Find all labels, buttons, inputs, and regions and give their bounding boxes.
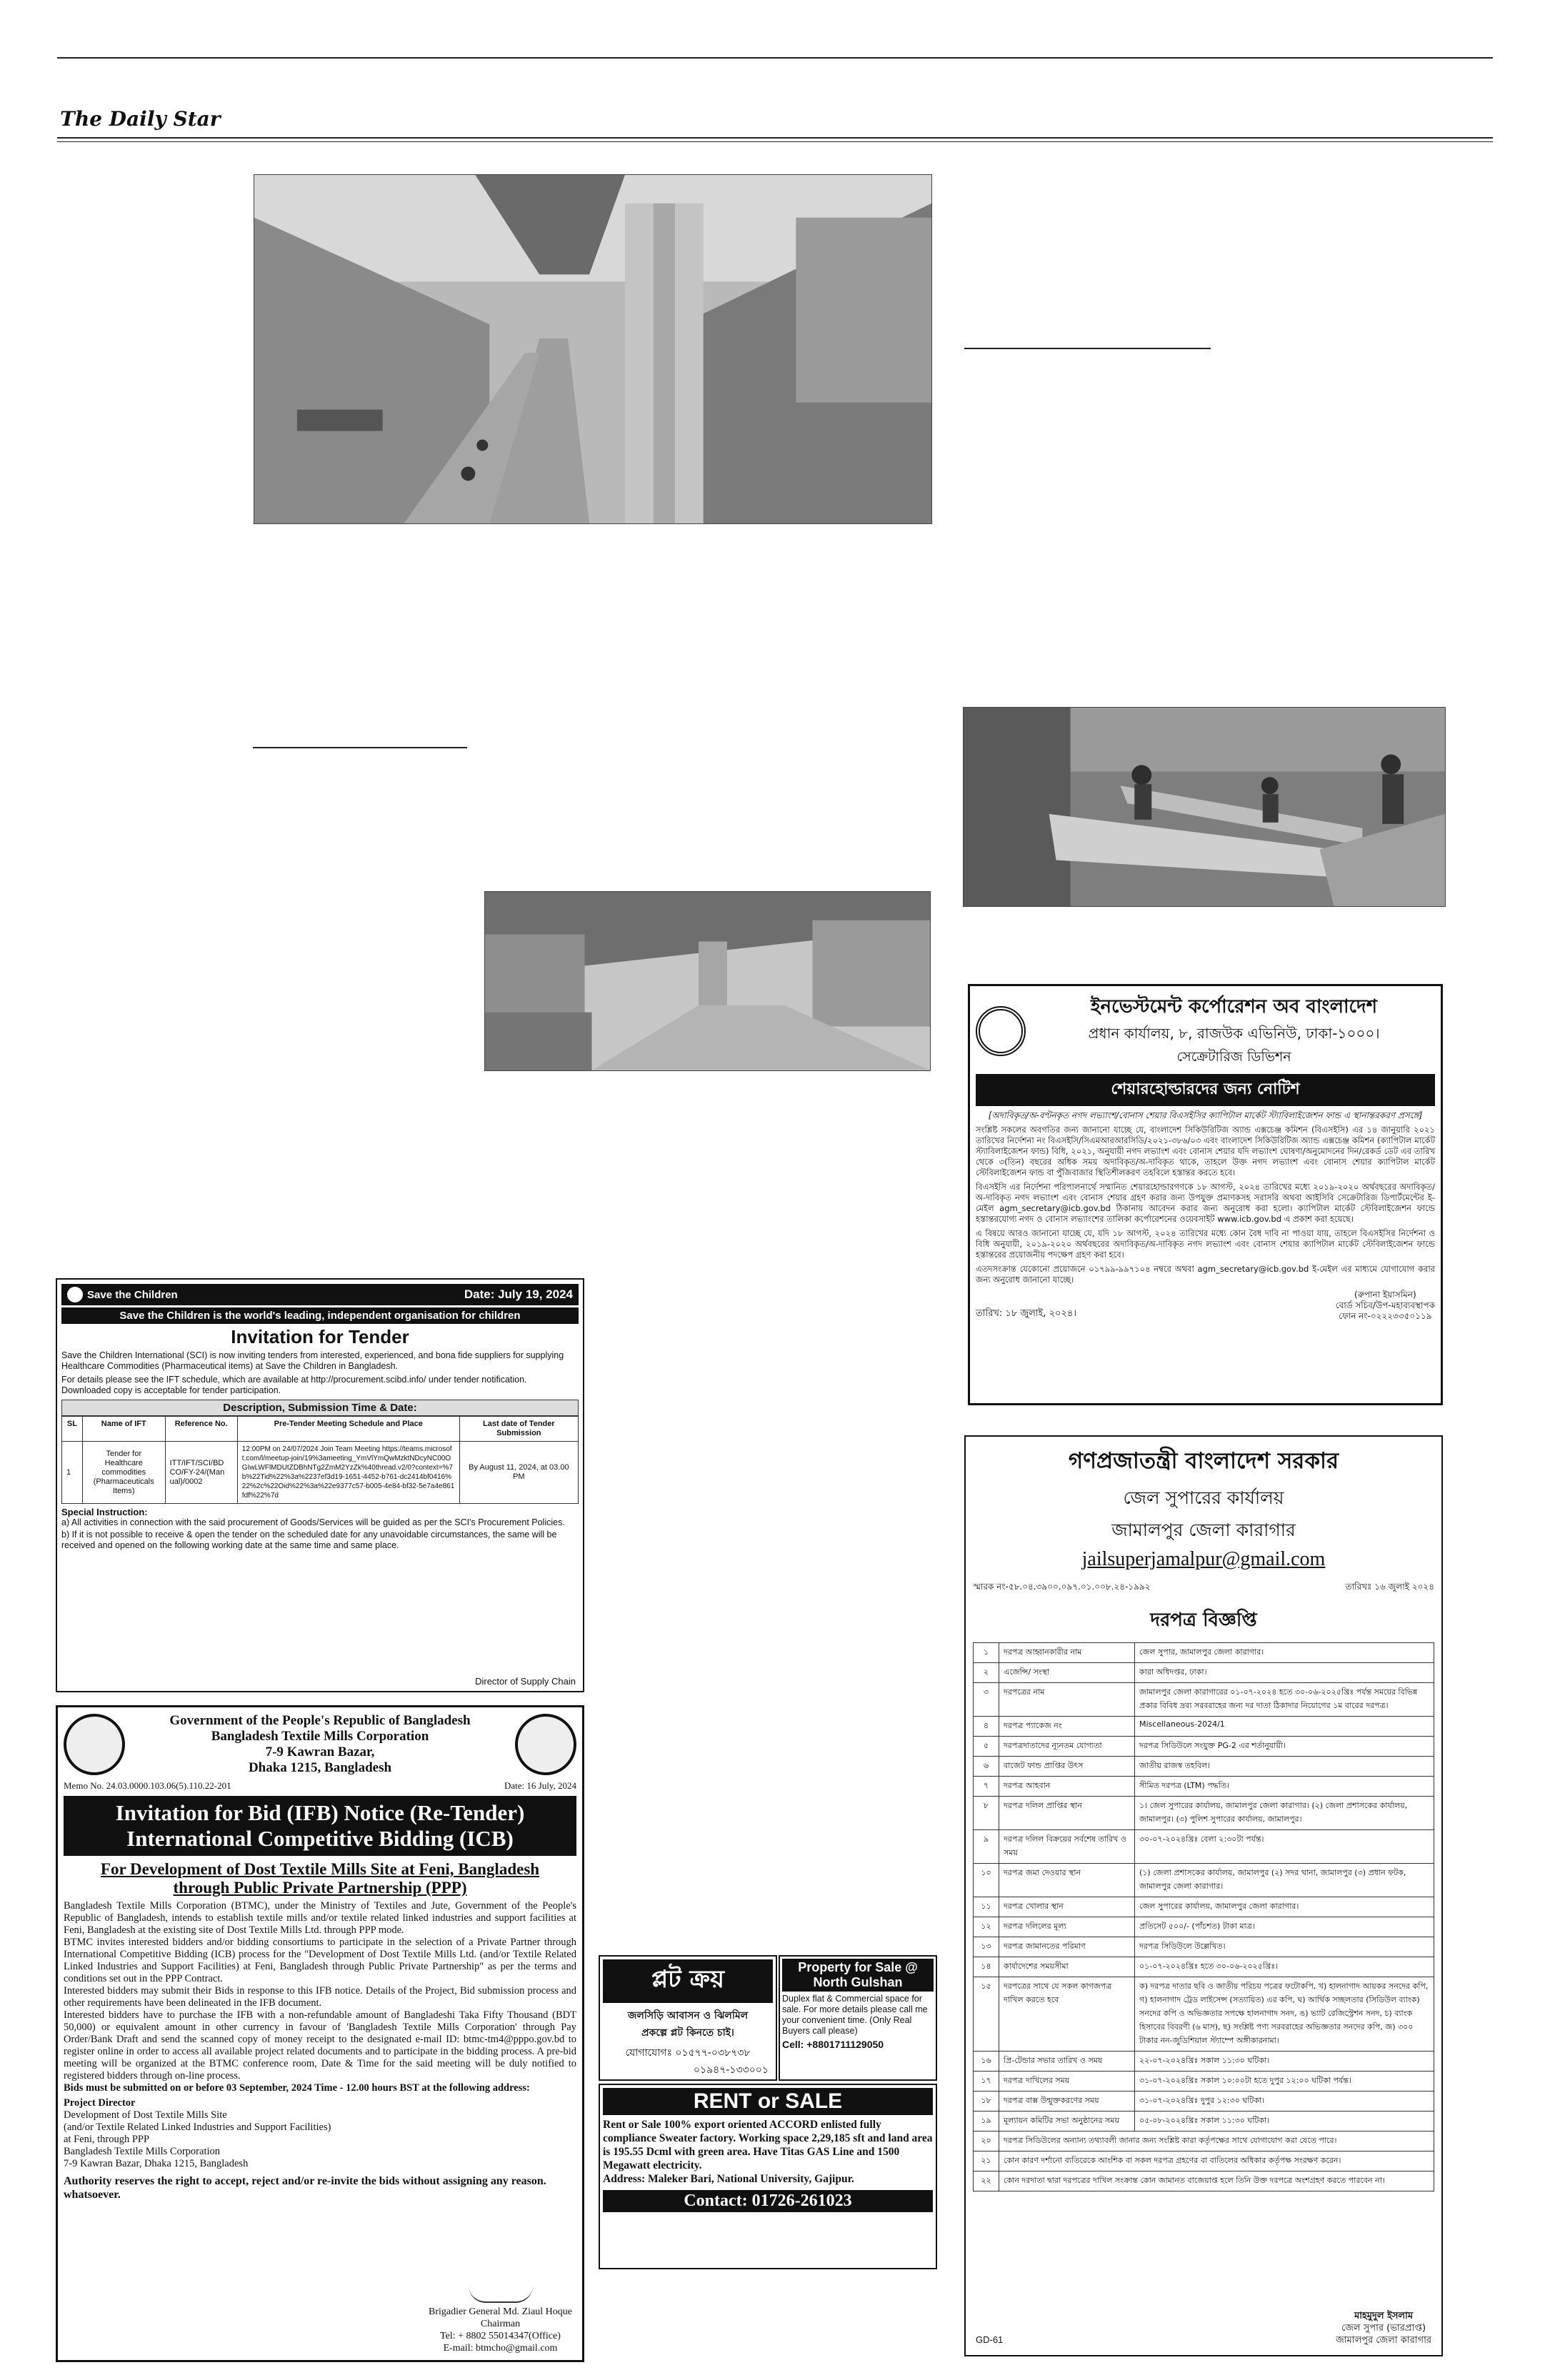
jail-name: জামালপুর জেলা কারাগার <box>1111 1520 1296 1540</box>
jail-table-row <box>974 1864 1434 1897</box>
rent-title: RENT or SALE <box>603 2088 933 2115</box>
jail-date: তারিখঃ ১৬ জুলাই ২০২৪ <box>1345 1582 1434 1592</box>
icb-signatory-title: বোর্ড সচিব/উপ-মহাব্যবস্থাপক <box>1335 1300 1435 1310</box>
icb-banner: শেয়ারহোল্ডারদের জন্য নোটিশ <box>976 1074 1435 1106</box>
jail-row-value: ক) দরপত্র দাতার ছবি ও জাতীয় পরিচয় পত্রের ফটোকপি, খ) হালনাগাদ আয়কর সনদের কপি, গ) হালনাগাদ ট্রেড লাইসেন্স (সত্যায়িত) এর কপি, ঘ) আর্থিক সচ্ছলতার (সিডিউল ব্যাংক) সনদের কপি ও অভিজ্ঞতার সপক্ষে হালনাগাদ সনদ, ঙ) ভ্যাট রেজিস্ট্রেশন সনদ, চ) ব্যাংক হিসাবের বিবরণী (৬ মাস), ছ) সংশ্লিষ্ট পণ্য সরবরাহের অভিজ্ঞতার সনদের কপি, জ) ৩০০ টাকার নন-জুডিশিয়াল স্ট্যাম্পে অঙ্গীকারনামা। <box>1135 1977 1434 2052</box>
property-sale-ad <box>779 1955 937 2081</box>
stc-signatory: Director of Supply Chain <box>475 1676 576 1687</box>
stc-special-title: Special Instruction: <box>61 1507 148 1517</box>
jail-table-row <box>974 2132 1434 2151</box>
icb-address: প্রধান কার্যালয়, ৮, রাজউক এভিনিউ, ঢাকা-১০০০। <box>1088 1025 1380 1042</box>
plot-title: প্লট ক্রয় <box>603 1959 773 2003</box>
jail-row-label: দরপত্র বাক্স উন্মুক্তকরণের সময় <box>999 2092 1135 2112</box>
icb-logo-icon <box>976 1006 1026 1056</box>
icb-paragraph-1: সংশ্লিষ্ট সকলের অবগতির জন্য জানানো যাচ্ছে যে, বাংলাদেশ সিকিউরিটিজ অ্যান্ড এক্সচেঞ্জ কমিশন (বিএসইসি) এর ১৪ জানুয়ারি ২০২১ তারিখের নির্দেশনা নং বিএসইসি/সিএমআরআরসিডি/২০২১-৩৮৬/০৩ এবং বাংলাদেশ সিকিউরিটিজ অ্যান্ড এক্সচেঞ্জ কমিশন (ক্যাপিটাল মার্কেট স্ট্যাবিলাইজেশন ফান্ড) বিধি, ২০২১, অনুযায়ী নগদ লভ্যাংশ এবং বোনাস শেয়ার যদি লভ্যাংশ ঘোষণা/অনুমোদনের দিন/রেকর্ড ডেট এর তারিখ থেকে ৩(তিন) বছরের অধিক সময় অদাবিকৃত/অ-দাবিকৃত থাকে, তাহলে উক্ত নগদ লভ্যাংশ এবং বোনাস শেয়ার ক্যাপিটাল মার্কেট স্টেবিলাইজেশন ফান্ড বা পুঁজিবাজার স্থিতিশীলকরণ তহবিলে হস্তান্তর করতে হবে। <box>976 1125 1435 1178</box>
btmc-pd3: at Feni, through PPP <box>64 2134 150 2145</box>
btmc-sub2: through Public Private Partnership (PPP) <box>173 1879 467 1897</box>
property-cell: Cell: +8801711129050 <box>782 2039 884 2050</box>
btmc-sig-title: Chairman <box>480 2319 521 2329</box>
jail-row-label: দরপত্র দলিল বিক্রয়ের সর্বশেষ তারিখ ও সময় <box>999 1830 1135 1864</box>
stc-instruction-a: a) All activities in connection with the said procurement of Goods/Services will be guided as per the SCI's Procurement Policies. <box>61 1517 565 1527</box>
jail-office: জেল সুপারের কার্যালয় <box>1123 1487 1284 1508</box>
icb-paragraph-4: এতদসংক্রান্ত যেকোনো প্রয়োজনে ০১৭৯৯-৯৯৭১০৪ নম্বরে অথবা agm_secretary@icb.gov.bd ই-মেইল এর মাধ্যমে যোগাযোগ করার জন্য অনুরোধ জানানো যাচ্ছে। <box>976 1264 1435 1285</box>
btmc-reserve: Authority reserves the right to accept, reject and/or re-invite the bids without assigning any reason. whatsoever. <box>64 2175 546 2201</box>
jail-table-row <box>974 2092 1434 2112</box>
stc-instruction-b: b) If it is not possible to receive & open the tender on the scheduled date for any unavoidable circumstances, the same will be received and opened on the following working date at the same time and same place. <box>61 1530 557 1550</box>
jail-row-label: দরপত্রদাতাদের ন্যূনতম যোগ্যতা <box>999 1737 1135 1757</box>
jail-table-row <box>974 1757 1434 1777</box>
jail-table-row <box>974 2052 1434 2072</box>
jail-row-number: ৯ <box>974 1830 999 1864</box>
jail-row-number: ১৮ <box>974 2092 999 2112</box>
jail-row-value: জেল সুপার, জামালপুর জেলা কারাগার। <box>1135 1643 1434 1663</box>
jail-row-label: কোন কারণ দর্শানো ব্যতিরেকে আংশিক বা সকল দরপত্র গ্রহণের বা বাতিলের অধিকার কর্তৃপক্ষ সংরক্ষণ করেন। <box>999 2151 1434 2171</box>
btmc-addr2: Dhaka 1215, Bangladesh <box>248 1760 392 1775</box>
stc-table <box>61 1416 579 1504</box>
jail-row-value: জামালপুর জেলা কারাগারের ০১-০৭-২০২৪ হতে ৩০-০৬-২০২৫খ্রিঃ পর্যন্ত সময়ের বিভিন্ন প্রকার বিবিধ দ্রব্য সরবরাহের জন্য দর দাতা ঠিকাদার নিয়োগের ১ম বারের দরপত্র। <box>1135 1683 1434 1717</box>
jail-tender-notice <box>964 1435 1443 2356</box>
jail-row-value: কারা অধিদপ্তর, ঢাকা। <box>1135 1663 1434 1683</box>
jail-table-row <box>974 2072 1434 2092</box>
jail-row-label: দরপত্র দলিলের মূল্য <box>999 1917 1135 1937</box>
jail-row-value: দরপত্র সিডিউলে উল্লেখিত। <box>1135 1937 1434 1957</box>
jail-row-number: ১৬ <box>974 2052 999 2072</box>
jail-row-label: এজেন্সি/ সংস্থা <box>999 1663 1135 1683</box>
jail-table-row <box>974 1717 1434 1737</box>
jail-table-row <box>974 2112 1434 2132</box>
jail-row-value: ২২-০৭-২০২৪খ্রিঃ সকাল ১১:৩০ ঘটিকা। <box>1135 2052 1434 2072</box>
jail-row-number: ৬ <box>974 1757 999 1777</box>
btmc-gov: Government of the People's Republic of Bangladesh <box>169 1713 471 1728</box>
rent-sale-ad <box>599 2084 937 2269</box>
jail-row-number: ৩ <box>974 1683 999 1717</box>
icb-subtitle: [অদাবিকৃত/অ-বণ্টনকৃত নগদ লভ্যাংশ/বোনাস শেয়ার বিএসইসির ক্যাপিটাল মার্কেট স্ট্যাবিলাইজেশন ফান্ড এ স্থানান্তরকরণ প্রসঙ্গে] <box>988 1110 1423 1120</box>
icb-title: ইনভেস্টমেন্ট কর্পোরেশন অব বাংলাদেশ <box>1090 996 1378 1018</box>
btmc-email: E-mail: btmcho@gmail.com <box>443 2343 558 2354</box>
rent-body: Rent or Sale 100% export oriented ACCORD enlisted fully compliance Sweater factory. Working space 2,29,185 sft and land area is 195.55 Dcml with green area. Have Titas GAS Line and 1500 Megawatt electricity. <box>603 2119 933 2171</box>
jail-table-row <box>974 1737 1434 1757</box>
jail-row-value: ৩১-০৭-২০২৪খ্রিঃ সকাল ১০:০০টা হতে দুপুর ১২:০০ ঘটিকা পর্যন্ত। <box>1135 2072 1434 2092</box>
jail-row-label: প্রি-টেন্ডার সভার তারিখ ও সময় <box>999 2052 1135 2072</box>
stc-date: Date: July 19, 2024 <box>464 1287 573 1301</box>
jail-table-row <box>974 1917 1434 1937</box>
stc-col-deadline: Last date of Tender Submission <box>459 1417 578 1442</box>
stc-cell-meeting[interactable]: 12:00PM on 24/07/2024 Join Team Meeting https://teams.microsoft.com/l/meetup-join/19%3ameeting_YmVlYmQwMzktNDcyNC00OGIwLWFlMDUtZDBhNTg2ZmM2YzZk%40thread.v2/0?context=%7b%22Tid%22%3a%2237ef3d19-1651-4452-b761-dc2414bf0416%22%2c%22Oid%22%3a%22e9377c57-b005-4e84-bf32-5e7a4e861fdf%22%7d <box>237 1442 459 1504</box>
stc-cell-ref: ITT/IFT/SCI/BD CO/FY-24/(Man ual)/0002 <box>165 1442 237 1504</box>
btmc-signature-icon <box>469 2286 533 2303</box>
btmc-title2: International Competitive Bidding (ICB) <box>126 1826 514 1851</box>
jail-email: jailsuperjamalpur@gmail.com <box>1081 1548 1326 1570</box>
btmc-memo: Memo No. 24.03.0000.103.06(5).110.22-201 <box>64 1780 231 1791</box>
btmc-org: Bangladesh Textile Mills Corporation <box>211 1729 429 1744</box>
stc-cell-name: Tender for Healthcare commodities (Pharmaceuticals Items) <box>82 1442 165 1504</box>
jail-table-row <box>974 1957 1434 1977</box>
btmc-ifb-notice <box>56 1705 584 2362</box>
jail-signatory-title: জেল সুপার (ভারপ্রাপ্ত) <box>1341 2323 1426 2334</box>
jail-row-value: সীমিত দরপত্র (LTM) পদ্ধতি। <box>1135 1777 1434 1797</box>
stc-title: Invitation for Tender <box>231 1326 409 1347</box>
jail-row-number: ২ <box>974 1663 999 1683</box>
jail-row-number: ৮ <box>974 1797 999 1830</box>
stc-section-title: Description, Submission Time & Date: <box>61 1400 579 1416</box>
jail-row-number: ১১ <box>974 1897 999 1917</box>
property-title1: Property for Sale @ <box>798 1960 918 1974</box>
stc-col-sl: SL <box>62 1417 83 1442</box>
jail-row-label: দরপত্র আহ্বানকারীর নাম <box>999 1643 1135 1663</box>
jail-row-label: কার্যাদেশের সময়সীমা <box>999 1957 1135 1977</box>
btmc-sub1: For Development of Dost Textile Mills Site at Feni, Bangladesh <box>100 1860 540 1878</box>
btmc-pd2: (and/or Textile Related Linked Industries and Support Facilities) <box>64 2122 331 2133</box>
photo-metro-street <box>254 174 932 524</box>
property-title2: North Gulshan <box>813 1975 903 1989</box>
jail-table-row <box>974 1777 1434 1797</box>
jail-table-row <box>974 1977 1434 2052</box>
stc-cell-sl: 1 <box>62 1442 83 1504</box>
jail-row-value: প্রতিসেট ৫০০/- (পাঁচশত) টাকা মাত্র। <box>1135 1917 1434 1937</box>
stc-banner: Save the Children is the world's leading, independent organisation for children <box>61 1307 579 1324</box>
btmc-addr1: 7-9 Kawran Bazar, <box>265 1744 375 1759</box>
jail-signatory-place: জামালপুর জেলা কারাগার <box>1336 2335 1431 2346</box>
jail-row-number: ৫ <box>974 1737 999 1757</box>
jail-row-number: ২২ <box>974 2171 999 2191</box>
icb-division: সেক্রেটারিজ ডিভিশন <box>1176 1049 1291 1065</box>
btmc-body-2: BTMC invites interested bidders and/or bidding consortiums to participate in the selection of a Private Partner through International Competitive Bidding (ICB) process for the "Development of Dost Textile Mills Ltd. (and/or Textile Related Linked Industries and Support Facilities) at Feni, Bangladesh through Public Private Partnership" as per the terms and conditions set out in the PPP Contract. <box>64 1937 576 1984</box>
icb-paragraph-3: এ বিষয়ে আরও জানানো যাচ্ছে যে, যদি ১৮ আগস্ট, ২০২৪ তারিখের মধ্যে কোন বৈধ দাবি না পাওয়া যায়, তাহলে বিএসইসির নির্দেশনা ও বিধি অনুযায়ী, ২০১৯-২০২০ অর্থবছরের অদাবিকৃত/অ-দাবিকৃত নগদ লভ্যাংশ এবং বোনাস শেয়ার ক্যাপিটাল মার্কেট স্টেবিলাইজেশন ফান্ডে হস্তান্তরের প্রয়োজনীয় পদক্ষেপ গ্রহণ করা হবে। <box>976 1228 1435 1260</box>
masthead-logo: The Daily Star <box>60 107 221 131</box>
jail-row-value: Miscellaneous-2024/1 <box>1135 1717 1434 1737</box>
stc-col-meeting: Pre-Tender Meeting Schedule and Place <box>237 1417 459 1442</box>
jail-row-number: ৪ <box>974 1717 999 1737</box>
btmc-body-5: Bids must be submitted on or before 03 September, 2024 Time - 12.00 hours BST at the following address: <box>64 2082 530 2094</box>
icb-paragraph-2: বিএসইসি এর নির্দেশনা পরিপালনার্থে সম্মানিত শেয়ারহোল্ডারগণকে ১৮ আগস্ট, ২০২৪ তারিখের মধ্যে ২০১৯-২০২০ অর্থবছরের অদাবিকৃত/অ-দাবিকৃত নগদ লভ্যাংশ এবং বোনাস শেয়ার গ্রহণ করার জন্য উপযুক্ত প্রমাণকসহ সরাসরি অথবা আইসিবি সেক্রেটারিজ ডিপার্টমেন্টের ই-মেইল agm_secretary@icb.gov.bd ঠিকানায় আবেদন করার জন্য অনুরোধ করা হলো। ক্যাপিটাল মার্কেট স্টেবিলাইজেশন ফান্ডে হস্তান্তরযোগ্য নগদ ও বোনাস লভ্যাংশের তালিকা কর্পোরেশনের ওয়েবসাইট www.icb.gov.bd এ প্রকাশ করা হয়েছে। <box>976 1182 1435 1224</box>
btmc-pd-title: Project Director <box>64 2097 136 2109</box>
icb-shareholder-notice <box>968 984 1443 1405</box>
jail-row-label: দরপত্র খোলার স্থান <box>999 1897 1135 1917</box>
stc-org-name: Save the Children <box>87 1288 178 1301</box>
jail-row-number: ৭ <box>974 1777 999 1797</box>
jail-row-number: ২০ <box>974 2132 999 2151</box>
jail-table-row <box>974 1897 1434 1917</box>
jail-row-label: দরপত্র জামানতের পরিমাণ <box>999 1937 1135 1957</box>
jail-row-value: ৩০-০৭-২০২৪খ্রিঃ বেলা ২:৩০টা পর্যন্ত। <box>1135 1830 1434 1864</box>
photo-empty-road <box>484 891 931 1071</box>
jail-row-number: ১০ <box>974 1864 999 1897</box>
stc-cell-deadline: By August 11, 2024, at 03.00 PM <box>459 1442 578 1504</box>
btmc-tel: Tel: + 8802 55014347(Office) <box>440 2331 561 2341</box>
icb-signatory-phone: ফোন নং-০২২২৩৩৫০১১৯ <box>1339 1311 1432 1321</box>
plot-line1: জলসিড়ি আবাসন ও ঝিলমিল <box>627 2010 749 2022</box>
stc-logo-icon <box>67 1287 83 1302</box>
jail-row-label: দরপত্র দলিল প্রাপ্তির স্থান <box>999 1797 1135 1830</box>
jail-row-value: (১) জেলা প্রশাসকের কার্যালয়, জামালপুর (২) সদর থানা, জামালপুর (৩) প্রধান ফটক, জামালপুর জেলা কারাগার। <box>1135 1864 1434 1897</box>
stc-details: For details please see the IFT schedule, which are available at http://procurement.scibd.info/ under tender notification. Downloaded copy is acceptable for tender participation. <box>61 1375 527 1395</box>
rent-contact: Contact: 01726-261023 <box>603 2190 933 2212</box>
bangladesh-emblem-icon <box>64 1714 125 1775</box>
stc-intro: Save the Children International (SCI) is now inviting tenders from interested, experienced, and bona fide suppliers for supplying Healthcare Commodities (Pharmaceutical items) at Save the Children in Bangladesh. <box>61 1350 564 1371</box>
icb-date: তারিখ: ১৮ জুলাই, ২০২৪। <box>976 1308 1077 1319</box>
btmc-title1: Invitation for Bid (IFB) Notice (Re-Tender) <box>115 1800 525 1825</box>
stc-col-ref: Reference No. <box>165 1417 237 1442</box>
jail-row-label: দরপত্রের নাম <box>999 1683 1135 1717</box>
jail-row-label: বাজেট ফান্ড প্রাপ্তির উৎস <box>999 1757 1135 1777</box>
stc-col-name: Name of IFT <box>82 1417 165 1442</box>
btmc-body-4: Interested bidders have to purchase the IFB with a non-refundable amount of Bangladeshi Taka Fifty Thousand (BDT 50,000) or equivalent amount in other currency in favour of 'Bangladesh Textile Mills Corporation' through Pay Order/Bank Draft and send the scanned copy of money receipt to the designated e-mail ID: btmc-tm4@pppo.gov.bd to register online in order to access all available project related documents and to participate in the bidding process. A pre-bid meeting will be organized at the BTMC conference room, Date & Time for the said meeting will be duly notified to registered bidders through on-line process. <box>64 2009 576 2082</box>
jail-table-row <box>974 2171 1434 2191</box>
jail-row-number: ১৩ <box>974 1937 999 1957</box>
jail-row-label: দরপত্র জমা দেওয়ার স্থান <box>999 1864 1135 1897</box>
jail-tender-table <box>973 1642 1434 2191</box>
jail-gov-title: গণপ্রজাতন্ত্রী বাংলাদেশ সরকার <box>1068 1448 1339 1474</box>
btmc-body-1: Bangladesh Textile Mills Corporation (BTMC), under the Ministry of Textiles and Jute, Government of the People's Republic of Bangladesh, intends to establish textile mills and/or textile related linked industries and support facilities at Feni, Bangladesh at the existing site of Dost Textile Mills Ltd. through PPP mode. <box>64 1900 576 1936</box>
jail-row-number: ১৯ <box>974 2112 999 2132</box>
jail-row-value: ১। জেল সুপারের কার্যালয়, জামালপুর জেলা কারাগার। (২) জেলা প্রশাসকের কার্যালয়, জামালপুর। (৩) পুলিশ সুপারের কার্যালয়, জামালপুর। <box>1135 1797 1434 1830</box>
jail-row-value: ৩১-০৭-২০২৪খ্রিঃ দুপুর ১২:৩০ ঘটিকা। <box>1135 2092 1434 2112</box>
jail-table-row <box>974 2151 1434 2171</box>
btmc-logo-icon <box>515 1714 576 1775</box>
jail-row-value: জাতীয় রাজস্ব তহবিল। <box>1135 1757 1434 1777</box>
jail-row-value: ০৫-০৮-২০২৪খ্রিঃ সকাল ১১:৩০ ঘটিকা। <box>1135 2112 1434 2132</box>
jail-code: GD-61 <box>976 2334 1004 2345</box>
jail-row-number: ২১ <box>974 2151 999 2171</box>
jail-signatory-name: মাহমুদুল ইসলাম <box>1354 2311 1414 2321</box>
plot-phone2: ০১৯৪৭-১৩৩০০১ <box>693 2064 769 2076</box>
jail-memo: স্মারক নং-৫৮.০৪.৩৯০০.০৯৭.০১.০০৮.২৪-১৯৯২ <box>973 1582 1151 1592</box>
btmc-body-3: Interested bidders may submit their Bids in response to this IFB notice. Details of the Project, Bid submission process and other requirements have been delineated in the IFB document. <box>64 1985 576 2009</box>
icb-signatory-name: (রুপানা ইয়াসমিন) <box>1354 1290 1416 1300</box>
plot-line2: প্রকল্পে প্লট কিনতে চাই। <box>641 2027 734 2039</box>
jail-row-label: দরপত্র প্যাকেজ নং <box>999 1717 1135 1737</box>
jail-table-row <box>974 1683 1434 1717</box>
btmc-pd1: Development of Dost Textile Mills Site <box>64 2109 227 2121</box>
jail-table-row <box>974 1643 1434 1663</box>
jail-row-number: ১৪ <box>974 1957 999 1977</box>
photo-boats-flood <box>963 707 1446 907</box>
btmc-pd5: 7-9 Kawran Bazar, Dhaka 1215, Bangladesh <box>64 2158 249 2169</box>
plot-purchase-ad <box>599 1955 777 2081</box>
btmc-signatory: Brigadier General Md. Ziaul Hoque <box>429 2306 572 2317</box>
jail-row-value: জেল সুপারের কার্যালয়, জামালপুর জেলা কারাগার। <box>1135 1897 1434 1917</box>
jail-table-row <box>974 1797 1434 1830</box>
jail-table-row <box>974 1830 1434 1864</box>
jail-row-label: মূল্যায়ন কমিটির সভা অনুষ্ঠানের সময় <box>999 2112 1135 2132</box>
jail-row-label: দরপত্র দাখিলের সময় <box>999 2072 1135 2092</box>
property-body: Duplex flat & Commercial space for sale. For more details please call me your convenient time. (Only Real Buyers call please) <box>782 1994 928 2036</box>
rent-address: Address: Maleker Bari, National University, Gajipur. <box>603 2173 854 2185</box>
btmc-pd4: Bangladesh Textile Mills Corporation <box>64 2146 221 2157</box>
jail-row-value: ০১-০৭-২০২৪খ্রিঃ হতে ৩০-০৬-২০২৫খ্রিঃ। <box>1135 1957 1434 1977</box>
jail-heading: দরপত্র বিজ্ঞপ্তি <box>1150 1610 1257 1631</box>
plot-phone1: যোগাযোগঃ ০১৫৭৭-০৩৮৭৩৮ <box>625 2047 751 2059</box>
jail-table-row <box>974 1663 1434 1683</box>
jail-row-label: দরপত্র সিডিউলের অন্যান্য তথ্যাবলী জানার জন্য সংশ্লিষ্ট কারা কর্তৃপক্ষের সাথে যোগাযোগ করা যেতে পারে। <box>999 2132 1434 2151</box>
jail-row-label: দরপত্রের সাথে যে সকল কাগজপত্র দাখিল করতে হবে <box>999 1977 1135 2052</box>
jail-row-number: ১৭ <box>974 2072 999 2092</box>
btmc-date: Date: 16 July, 2024 <box>504 1780 576 1791</box>
jail-row-value: দরপত্র সিডিউলে সংযুক্ত PG-2 এর শর্তানুযায়ী। <box>1135 1737 1434 1757</box>
stc-tender-notice <box>56 1278 584 1692</box>
jail-row-number: ১৫ <box>974 1977 999 2052</box>
jail-row-number: ১ <box>974 1643 999 1663</box>
jail-row-label: দরপত্র আহবান <box>999 1777 1135 1797</box>
jail-table-row <box>974 1937 1434 1957</box>
jail-row-label: কোন দরদাতা দ্বারা দরপত্রের দাখিল সংক্রান্ত কোন জামানত বাজেয়াপ্ত হলে তিনি উক্ত দরপত্রে অংশগ্রহণ করতে পারবেন না। <box>999 2171 1434 2191</box>
jail-row-number: ১২ <box>974 1917 999 1937</box>
